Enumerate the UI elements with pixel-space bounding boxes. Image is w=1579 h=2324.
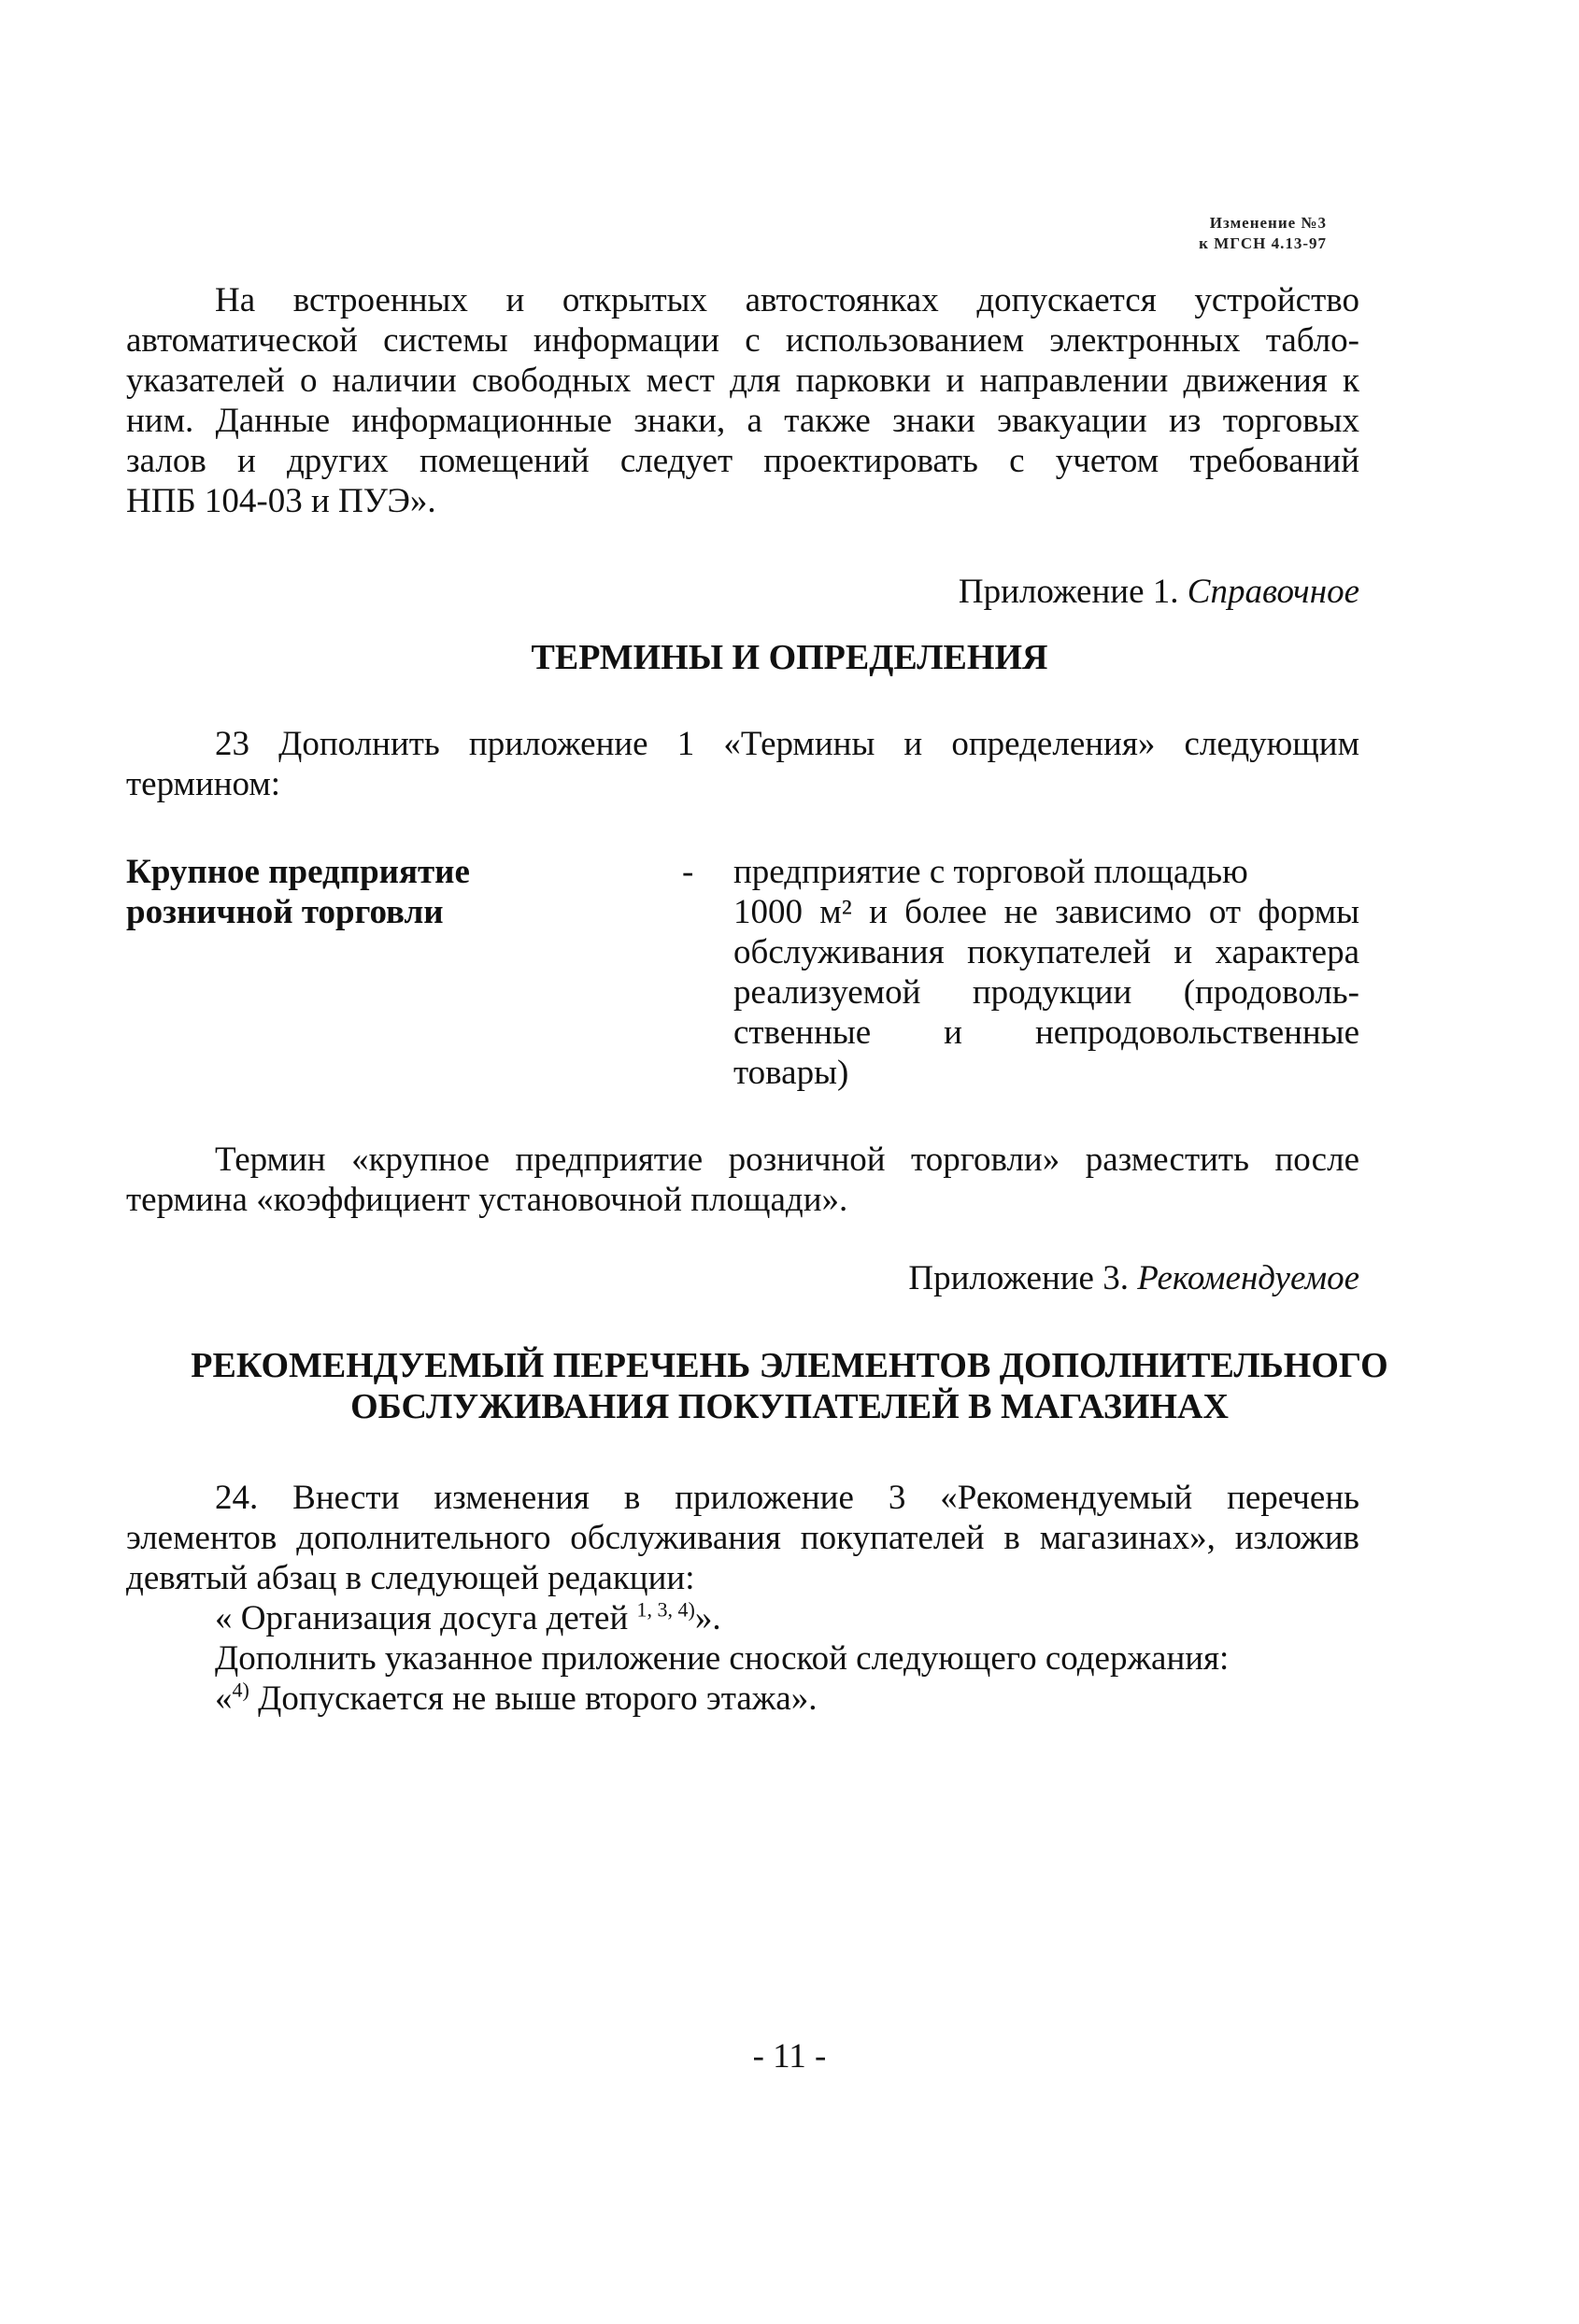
intro-line: залов и других помещений следует проектировать с учетом требований — [126, 442, 1359, 480]
page-number: - 11 - — [752, 2037, 827, 2076]
item23-line: термином: — [126, 765, 281, 803]
footnote-open-quote: « — [215, 1679, 233, 1718]
appendix1-number: Приложение 1. — [958, 573, 1179, 611]
term-definition — [733, 852, 1359, 1093]
intro-line: указателей о наличии свободных мест для парковки и направлении движения к — [126, 361, 1359, 400]
definition-line: ственные и непродовольственные — [733, 1013, 1359, 1052]
definition-line: товары) — [733, 1054, 849, 1092]
item24-line: 24. Внести изменения в приложение 3 «Рекомендуемый перечень — [215, 1479, 1359, 1517]
quote-end: ». — [694, 1599, 721, 1637]
appendix3-title — [0, 1345, 1579, 1427]
intro-line: НПБ 104-03 и ПУЭ». — [126, 482, 436, 520]
amendment-number: Изменение №3 — [1209, 214, 1327, 232]
placement-line: Термин «крупное предприятие розничной торговли» разместить после — [215, 1141, 1359, 1179]
item23-line: 23 Дополнить приложение 1 «Термины и определения» следующим — [215, 725, 1359, 763]
definition-line: обслуживания покупателей и характера — [733, 933, 1359, 971]
item23-paragraph — [126, 724, 1359, 804]
appendix3-title-line: ОБСЛУЖИВАНИЯ ПОКУПАТЕЛЕЙ В МАГАЗИНАХ — [350, 1387, 1229, 1426]
quote-footnote-refs: 1, 3, 4) — [636, 1597, 695, 1622]
term-name-line: Крупное предприятие — [126, 853, 470, 891]
placement-line: термина «коэффициент установочной площади». — [126, 1181, 848, 1219]
item24-paragraph — [126, 1478, 1359, 1719]
footnote-text — [126, 1679, 1359, 1719]
appendix1-title: ТЕРМИНЫ И ОПРЕДЕЛЕНИЯ — [531, 638, 1048, 677]
footnote-body: Допускается не выше второго этажа». — [249, 1679, 818, 1718]
appendix1-type: Справочное — [1187, 573, 1359, 611]
term-dash: - — [682, 853, 694, 891]
intro-line: На встроенных и открытых автостоянках допускается устройство — [215, 281, 1359, 319]
appendix3-label — [908, 1258, 1359, 1298]
definition-line: реализуемой продукции (продоволь- — [733, 973, 1359, 1012]
definition-line: предприятие с торговой площадью — [733, 853, 1248, 891]
intro-paragraph — [126, 280, 1359, 521]
appendix1-label — [959, 572, 1359, 612]
amendment-document: к МГСН 4.13-97 — [1199, 234, 1327, 252]
intro-line: ним. Данные информационные знаки, а также знаки эвакуации из торговых — [126, 402, 1359, 440]
appendix3-number: Приложение 3. — [908, 1259, 1129, 1297]
footnote-intro: Дополнить указанное приложение сноской следующего содержания: — [215, 1639, 1230, 1678]
amendment-reference — [1199, 213, 1327, 254]
footnote-marker: 4) — [232, 1678, 249, 1702]
appendix3-type: Рекомендуемое — [1137, 1259, 1359, 1297]
quote-text: « Организация досуга детей — [215, 1599, 637, 1637]
intro-line: автоматической системы информации с использованием электронных табло- — [126, 321, 1359, 360]
placement-note — [126, 1140, 1359, 1220]
term-name-line: розничной торговли — [126, 893, 444, 931]
quoted-replacement — [126, 1598, 1359, 1638]
definition-line: 1000 м² и более не зависимо от формы — [733, 893, 1359, 931]
item24-line: элементов дополнительного обслуживания покупателей в магазинах», изложив — [126, 1519, 1359, 1557]
item24-line: девятый абзац в следующей редакции: — [126, 1559, 695, 1597]
appendix3-title-line: РЕКОМЕНДУЕМЫЙ ПЕРЕЧЕНЬ ЭЛЕМЕНТОВ ДОПОЛНИТЕЛЬНОГО — [191, 1346, 1388, 1385]
term-name — [126, 852, 470, 932]
